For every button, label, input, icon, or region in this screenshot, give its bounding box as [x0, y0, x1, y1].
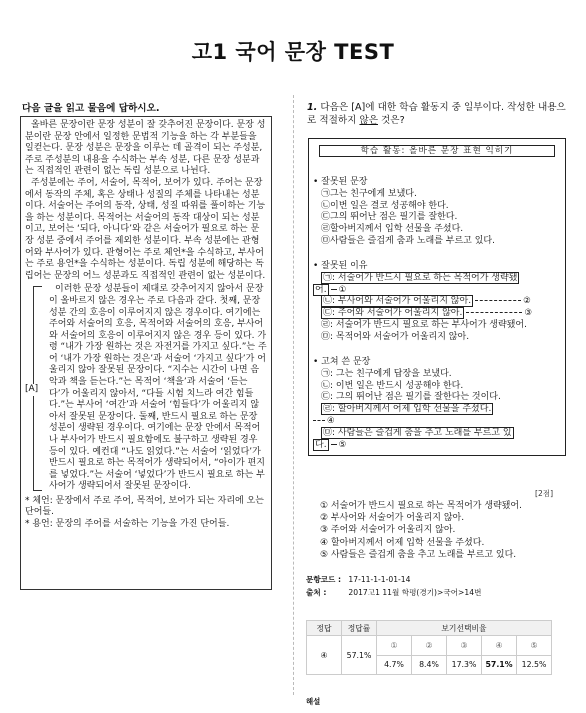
- choice-pct: 17.3%: [447, 655, 482, 675]
- question-stem: [307, 102, 569, 127]
- fix-heading: • 고쳐 쓴 문장: [313, 357, 371, 367]
- reason-item-4: ㉣: 서술어가 반드시 필요로 하는 부사어가 생략됐어.: [321, 319, 527, 330]
- column-divider: [293, 95, 294, 695]
- activity-sheet: [308, 138, 566, 456]
- page-title: 고1 국어 문장 TEST: [191, 40, 395, 64]
- section-a-label: [A]: [25, 384, 39, 395]
- marker-2: ②: [523, 296, 531, 307]
- choice-4[interactable]: ④ 할아버지께서 어제 입학 선물을 주셨다.: [320, 537, 485, 548]
- fix-item-5: ㉤: 사람들은 즐겁게 춤을 추고 노래를 부르고 있: [323, 427, 512, 438]
- section-a: [25, 284, 267, 493]
- question-text-a: 다음은 [A]에 대한 학습 활동지 중 일부이다. 작성한 내용으로 적절하지: [307, 102, 566, 126]
- footnote-che-eon: * 체언: 문장에서 주로 주어, 목적어, 보어가 되는 자리에 오는 단어들.: [25, 496, 264, 518]
- reason-item-1-cont: 어.: [315, 284, 327, 295]
- choice-1[interactable]: ① 서술어가 반드시 필요로 하는 목적어가 생략됐어.: [320, 501, 522, 511]
- question-text-emphasis: 않은: [359, 114, 378, 126]
- instruction: 다음 글을 읽고 물음에 답하시오.: [22, 103, 160, 114]
- fix-item-3: ㉢: 그의 뛰어난 점은 필기를 잘한다는 것이다.: [321, 392, 501, 403]
- choice-pct: 8.4%: [412, 655, 447, 675]
- question-code: 17-11-1-1-01-14: [348, 575, 411, 584]
- choice-num: ③: [447, 636, 482, 656]
- wrong-item: ㉣할아버지께서 입학 선물을 주셨다.: [321, 224, 464, 235]
- wrong-heading: • 잘못된 문장: [313, 177, 368, 187]
- choice-num: ②: [412, 636, 447, 656]
- question-number: 1.: [307, 102, 318, 113]
- activity-title: 학습 활동: 올바른 문장 표현 익히기: [319, 145, 555, 157]
- footnotes: [25, 496, 267, 530]
- corrected-sentences: [313, 357, 514, 451]
- code-label: 문항코드 :: [306, 575, 342, 584]
- question-source: 2017고1 11월 학평(경기)>국어>14번: [348, 588, 482, 597]
- passage-paragraph-1: 올바른 문장이란 문장 성분이 잘 갖추어진 문장이다. 문장 성분이란 문장 안에서 일정한 문법적 기능을 하는 각 부분들을 일컫는다. 문장 성분은 문장을 이루는 데 골격이 되는 주성분, 주로 주성분의 내용을 수식하는 부속 성분, 다른 문장 성분과는 직접적인 관련이 없는 독립 성분으로 나뉜다.: [25, 120, 266, 177]
- rate-value: 57.1%: [342, 636, 377, 675]
- wrong-reasons: [313, 261, 532, 344]
- marker-3: ③: [524, 308, 532, 319]
- passage-paragraph-3: 이러한 문장 성분들이 제대로 갖추어지지 않아서 문장이 올바르지 않은 경우는 주로 다음과 같다. 첫째, 문장 성분 간의 호응이 이루어지지 않은 경우이다. 여기에는 주어와 서술어의 호응, 목적어와 서술어의 호응, 부사어와 서술어의 호응이 이루어지지 않은 경우 등이 있다. 가령 “내가 가장 원하는 것은 자전거를 가지고 싶다.”는 주어 ‘내가 가장 원하는 것은’과 서술어 ‘가지고 싶다’가 어울리지 않아 잘못된 문장이다. “지수는 시간이 나면 음악과 책을 듣는다.”는 목적어 ‘책을’과 서술어 ‘듣는다’가 어울리지 않아서, “다들 시험 치느라 여간 힘들다.”는 부사어 ‘여간’과 서술어 ‘힘들다’가 어울리지 않아서 잘못된 문장이다. 둘째, 반드시 필요로 하는 문장 성분이 생략된 경우이다. 여기에는 문장 안에서 목적어나 부사어가 반드시 필요함에도 불구하고 생략된 경우 등이 있다. 예컨대 “나도 읽었다.”는 서술어 ‘읽었다’가 반드시 필요로 하는 목적어가 생략되어서, “아이가 편지를 넣었다.”는 서술어 ‘넣었다’가 반드시 필요로 하는 부사어가 생략되어서 잘못된 문장이다.: [49, 284, 267, 492]
- explanation-label: 해설: [306, 697, 321, 706]
- reason-item-1: ㉠: 서술어가 반드시 필요로 하는 목적어가 생략됐: [323, 272, 518, 283]
- reason-item-3: ㉢: 주어와 서술어가 어울리지 않아.: [323, 308, 463, 319]
- reason-item-5: ㉤: 목적어와 서술어가 어울리지 않아.: [321, 331, 470, 342]
- wrong-item: ㉡이번 일은 결코 성공해야 한다.: [321, 200, 449, 211]
- header-choice-rates: 보기선택비율: [377, 621, 552, 636]
- choice-pct: 12.5%: [517, 655, 552, 675]
- choice-2[interactable]: ② 부사어와 서술어가 어울리지 않아.: [320, 513, 465, 524]
- choice-pct: 4.7%: [377, 655, 412, 675]
- fix-item-1: ㉠: 그는 친구에게 답장을 보냈다.: [321, 368, 452, 379]
- reason-heading: • 잘못된 이유: [313, 261, 368, 271]
- question-text-c: 것은?: [377, 114, 405, 126]
- choice-5[interactable]: ⑤ 사람들은 즐겁게 춤을 추고 노래를 부르고 있다.: [320, 549, 517, 560]
- header-rate: 정답률: [342, 621, 377, 636]
- header-answer: 정답: [307, 621, 342, 636]
- marker-4: ④: [327, 415, 335, 426]
- answer-choices: [320, 500, 522, 561]
- answer-stats-table: [306, 620, 552, 675]
- choice-pct: 57.1%: [482, 655, 517, 675]
- question-meta: [306, 573, 481, 599]
- answer-value: ④: [307, 636, 342, 675]
- choice-num: ①: [377, 636, 412, 656]
- source-label: 출처 :: [306, 588, 327, 597]
- footnote-yong-eon: * 용언: 문장의 주어를 서술하는 기능을 가진 단어들.: [25, 518, 230, 529]
- reason-item-2: ㉡: 부사어와 서술어가 어울리지 않아.: [323, 296, 472, 307]
- choice-num: ④: [482, 636, 517, 656]
- passage-paragraph-2: 주성분에는 주어, 서술어, 목적어, 보어가 있다. 주어는 문장에서 동작의 주체, 혹은 상태나 성질의 주체를 나타내는 성분이다. 서술어는 주어의 동작, 상태, 성질 따위를 풀이하는 기능을 하는 성분이다. 목적어는 서술어의 동작 대상이 되는 성분이고, 보어는 ‘되다, 아니다’와 같은 서술어가 필요로 하는 문장 성분 중에서 주어를 제외한 성분이다. 부속 성분에는 관형어와 부사어가 있다. 관형어는 주로 체언*을 수식하고, 부사어는 주로 용언*을 수식하는 성분이다. 독립 성분에 해당하는 독립어는 문장의 어느 성분과도 직접적인 관련이 없는 성분이다.: [25, 177, 266, 281]
- marker-1: ①: [338, 284, 347, 295]
- choice-num: ⑤: [517, 636, 552, 656]
- wrong-item: ㉤사람들은 즐겁게 춤과 노래를 부르고 있다.: [321, 235, 495, 246]
- fix-item-5-cont: 다.: [315, 439, 327, 450]
- score-label: [2점]: [535, 489, 554, 498]
- choice-3[interactable]: ③ 주어와 서술어가 어울리지 않아.: [320, 525, 456, 536]
- fix-item-2: ㉡: 이번 일은 반드시 성공해야 한다.: [321, 380, 464, 391]
- marker-5: ⑤: [338, 439, 347, 450]
- reading-passage: [20, 116, 272, 590]
- fix-item-4: ㉣: 할아버지께서 어제 입학 선물을 주셨다.: [323, 404, 492, 415]
- wrong-item: ㉢그의 뛰어난 점은 필기를 잘한다.: [321, 212, 458, 223]
- wrong-sentences: [313, 177, 495, 248]
- wrong-item: ㉠그는 친구에게 보냈다.: [321, 188, 417, 199]
